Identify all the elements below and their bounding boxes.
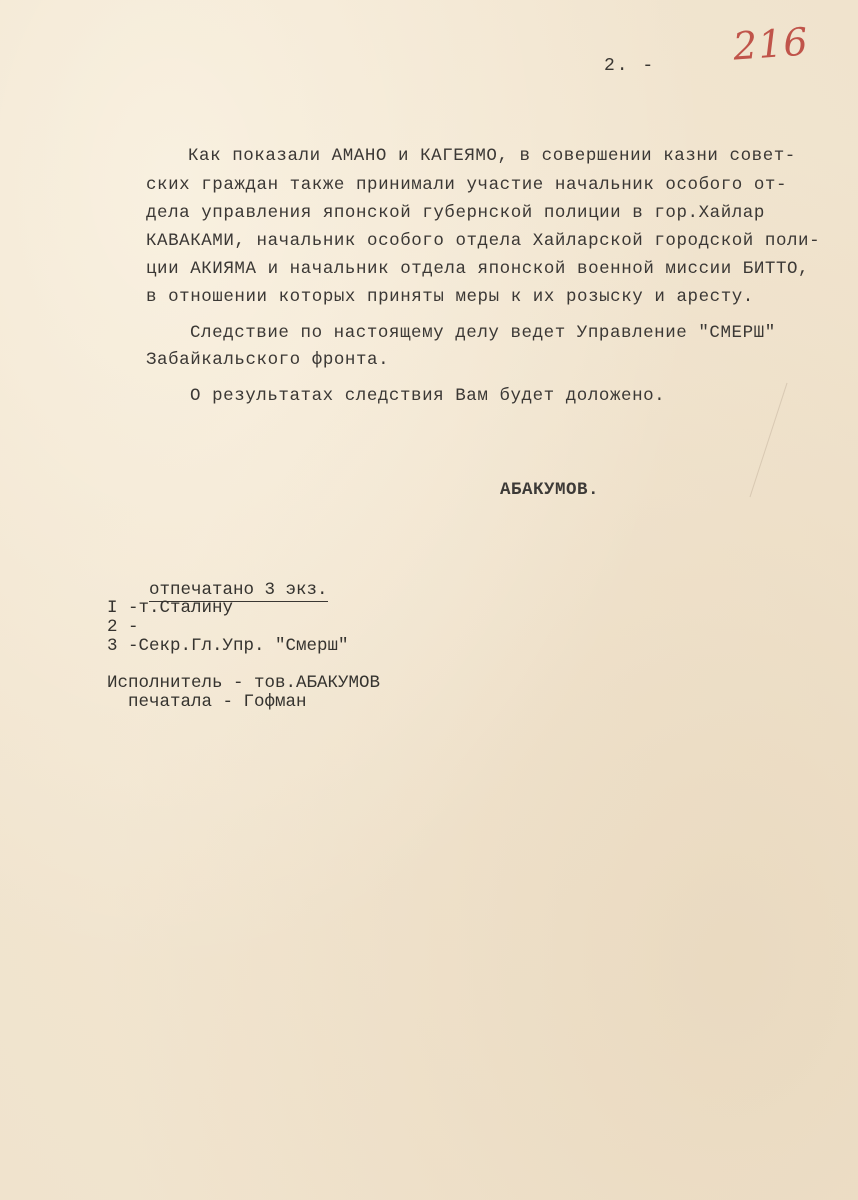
executor: Исполнитель - тов.АБАКУМОВ <box>107 673 381 693</box>
body-line-4: КАВАКАМИ, начальник особого отдела Хайларской городской поли- <box>146 231 821 251</box>
body-line-3: дела управления японской губернской полиции в гор.Хайлар <box>146 203 765 223</box>
paper-crease <box>749 383 787 497</box>
body-line-9: О результатах следствия Вам будет доложено. <box>190 386 666 406</box>
body-line-2: ских граждан также принимали участие начальник особого от- <box>146 175 787 195</box>
printed-copies-text: отпечатано 3 экз. <box>149 580 328 600</box>
copy-1: I -т.Сталину <box>107 598 234 618</box>
body-line-1: Как показали АМАНО и КАГЕЯМО, в совершении казни совет- <box>188 146 796 166</box>
page-number: 2. - <box>604 56 656 76</box>
body-line-6: в отношении которых приняты меры к их розыску и аресту. <box>146 287 754 307</box>
body-line-7: Следствие по настоящему делу ведет Управление "СМЕРШ" <box>190 323 776 343</box>
body-line-5: ции АКИЯМА и начальник отдела японской военной миссии БИТТО, <box>146 259 810 279</box>
signature: АБАКУМОВ. <box>500 480 600 500</box>
copy-3: 3 -Секр.Гл.Упр. "Смерш" <box>107 636 349 656</box>
archive-page-stamp: 216 <box>731 19 810 69</box>
copy-2: 2 - <box>107 617 139 637</box>
typist: печатала - Гофман <box>107 692 307 712</box>
body-line-8: Забайкальского фронта. <box>146 350 390 370</box>
